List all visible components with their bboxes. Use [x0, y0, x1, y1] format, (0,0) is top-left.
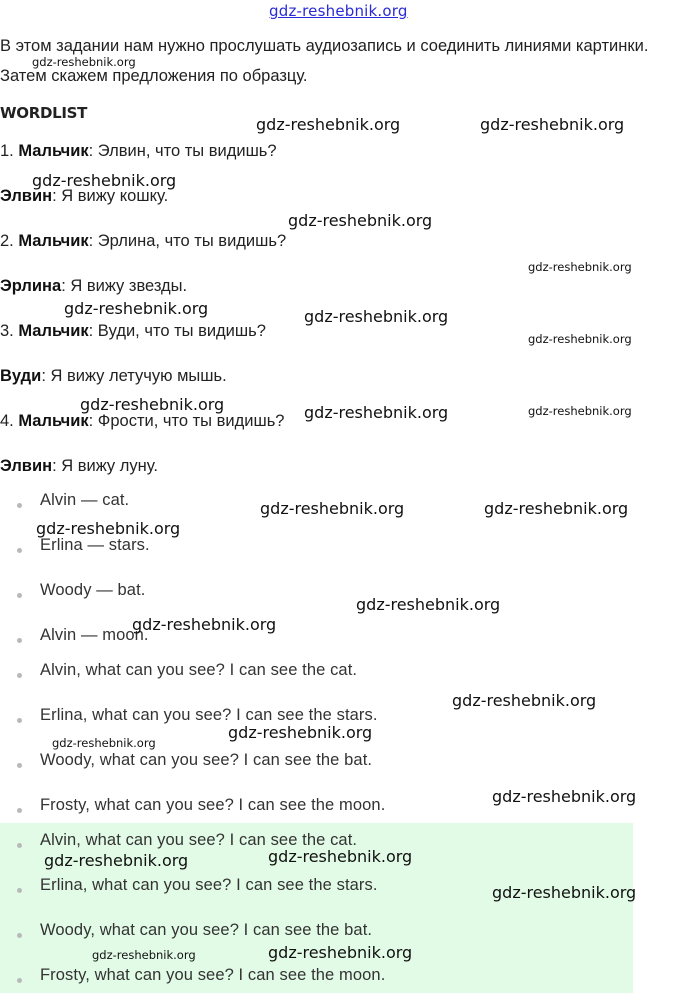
list-item: Alvin — moon.	[40, 626, 149, 644]
dialog-line	[0, 277, 187, 296]
dialog-line	[0, 412, 284, 431]
dialog-text: : Фрости, что ты видишь?	[88, 412, 285, 430]
watermark: gdz-reshebnik.org	[480, 115, 625, 134]
watermark: gdz-reshebnik.org	[32, 55, 136, 69]
dialog-speaker: Элвин	[0, 187, 53, 205]
watermark: gdz-reshebnik.org	[228, 723, 373, 742]
dialog-speaker: Элвин	[0, 457, 53, 475]
bullet-dot	[17, 548, 22, 553]
list-item: Erlina, what can you see? I can see the stars.	[40, 876, 378, 894]
dialog-line	[0, 457, 158, 476]
list-item: Alvin, what can you see? I can see the cat.	[40, 661, 358, 679]
dialog-speaker: Вуди	[0, 367, 42, 385]
watermark: gdz-reshebnik.org	[52, 736, 156, 750]
dialog-text: : Я вижу кошку.	[52, 187, 169, 205]
list-item: Alvin — cat.	[40, 491, 130, 509]
list-item: Woody — bat.	[40, 581, 146, 599]
header-watermark: gdz-reshebnik.org	[269, 2, 408, 20]
list-item: Frosty, what can you see? I can see the moon.	[40, 966, 386, 984]
dialog-text: : Вуди, что ты видишь?	[88, 322, 266, 340]
watermark: gdz-reshebnik.org	[304, 403, 449, 422]
dialog-speaker: Мальчик	[18, 232, 89, 250]
watermark: gdz-reshebnik.org	[304, 307, 449, 326]
dialog-line	[0, 232, 286, 251]
bullet-dot	[17, 843, 22, 848]
watermark: gdz-reshebnik.org	[484, 499, 629, 518]
list-item: Alvin, what can you see? I can see the cat.	[40, 831, 358, 849]
dialog-line	[0, 367, 227, 386]
watermark: gdz-reshebnik.org	[80, 395, 225, 414]
bullet-dot	[17, 933, 22, 938]
bullet-dot	[17, 763, 22, 768]
bullet-dot	[17, 638, 22, 643]
dialog-speaker: Эрлина	[0, 277, 62, 295]
watermark: gdz-reshebnik.org	[36, 519, 181, 538]
bullet-dot	[17, 808, 22, 813]
bullet-dot	[17, 978, 22, 983]
dialog-number: 3.	[0, 322, 19, 340]
dialog-speaker: Мальчик	[18, 322, 89, 340]
watermark: gdz-reshebnik.org	[528, 404, 632, 418]
watermark: gdz-reshebnik.org	[268, 847, 413, 866]
dialog-line	[0, 142, 277, 161]
bullet-dot	[17, 888, 22, 893]
dialog-number: 2.	[0, 232, 19, 250]
dialog-line	[0, 322, 266, 341]
watermark: gdz-reshebnik.org	[492, 883, 637, 902]
list-item: Erlina, what can you see? I can see the stars.	[40, 706, 378, 724]
list-item: Erlina — stars.	[40, 536, 150, 554]
dialog-speaker: Мальчик	[18, 412, 89, 430]
dialog-number: 1.	[0, 142, 19, 160]
watermark: gdz-reshebnik.org	[452, 691, 597, 710]
dialog-text: : Я вижу летучую мышь.	[41, 367, 227, 385]
wordlist-heading: WORDLIST	[0, 104, 88, 122]
list-item: Frosty, what can you see? I can see the moon.	[40, 796, 386, 814]
dialog-text: : Элвин, что ты видишь?	[88, 142, 277, 160]
watermark: gdz-reshebnik.org	[64, 299, 209, 318]
dialog-speaker: Мальчик	[18, 142, 89, 160]
watermark: gdz-reshebnik.org	[32, 171, 177, 190]
watermark: gdz-reshebnik.org	[528, 260, 632, 274]
list-item: Woody, what can you see? I can see the bat.	[40, 921, 373, 939]
bullet-dot	[17, 718, 22, 723]
watermark: gdz-reshebnik.org	[268, 943, 413, 962]
watermark: gdz-reshebnik.org	[288, 211, 433, 230]
intro-paragraph: В этом задании нам нужно прослушать аудиозапись и соединить линиями картинки. Затем скажем предложения по образцу.	[0, 37, 649, 85]
watermark: gdz-reshebnik.org	[44, 851, 189, 870]
watermark: gdz-reshebnik.org	[92, 948, 196, 962]
bullet-dot	[17, 503, 22, 508]
watermark: gdz-reshebnik.org	[356, 595, 501, 614]
watermark: gdz-reshebnik.org	[256, 115, 401, 134]
dialog-number: 4.	[0, 412, 19, 430]
dialog-text: : Эрлина, что ты видишь?	[88, 232, 287, 250]
watermark: gdz-reshebnik.org	[260, 499, 405, 518]
dialog-text: : Я вижу луну.	[52, 457, 158, 475]
list-item: Woody, what can you see? I can see the bat.	[40, 751, 373, 769]
dialog-text: : Я вижу звезды.	[61, 277, 188, 295]
bullet-dot	[17, 593, 22, 598]
watermark: gdz-reshebnik.org	[492, 787, 637, 806]
bullet-dot	[17, 673, 22, 678]
watermark: gdz-reshebnik.org	[132, 615, 277, 634]
watermark: gdz-reshebnik.org	[528, 332, 632, 346]
